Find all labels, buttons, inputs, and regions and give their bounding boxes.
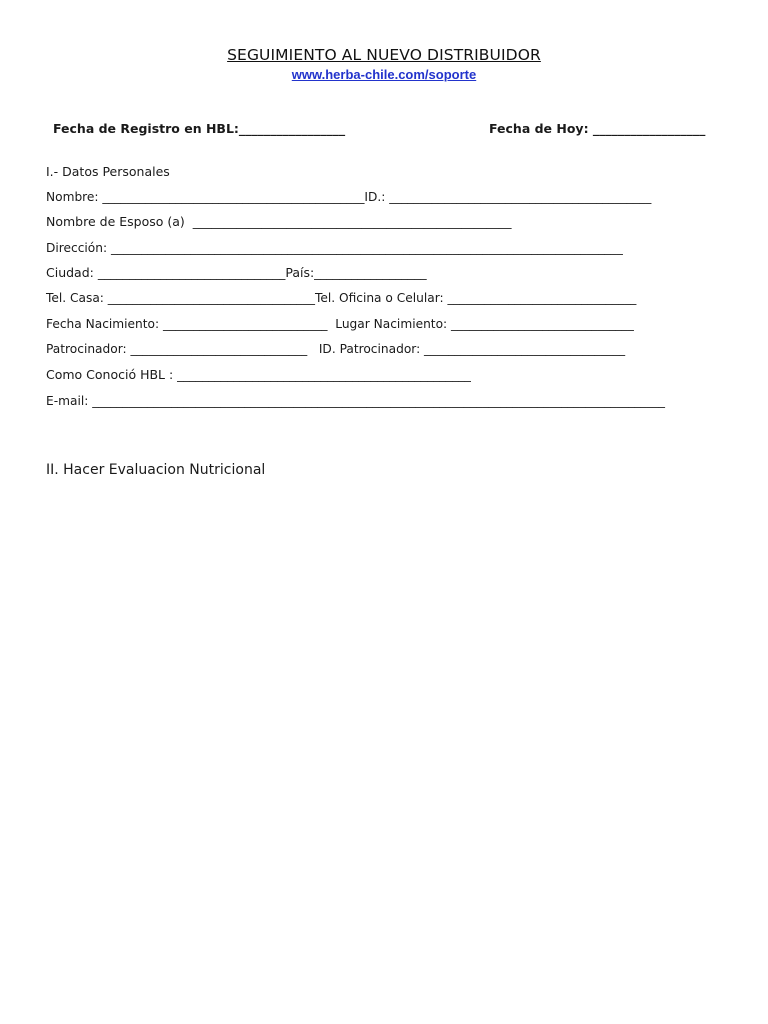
nombre-esposo-field[interactable]: Nombre de Esposo (a) ___________________________________________________ <box>46 214 512 229</box>
patrocinador-field[interactable]: Patrocinador: _____________________________ ID. Patrocinador: _________________________________ <box>46 342 626 356</box>
email-field[interactable]: E-mail: ______________________________________________________________________________________________ <box>46 394 666 408</box>
support-link[interactable]: www.herba-chile.com/soporte <box>291 67 477 82</box>
telefono-field[interactable]: Tel. Casa: __________________________________Tel. Oficina o Celular: _______________________________ <box>46 291 637 305</box>
nacimiento-field[interactable]: Fecha Nacimiento: ___________________________ Lugar Nacimiento: ______________________________ <box>46 317 634 331</box>
fecha-registro-field[interactable]: Fecha de Registro en HBL:_________________ <box>53 121 346 136</box>
section-datos-personales-heading: I.- Datos Personales <box>46 164 170 179</box>
fecha-hoy-field[interactable]: Fecha de Hoy: __________________ <box>489 121 706 136</box>
section-evaluacion-nutricional-heading: II. Hacer Evaluacion Nutricional <box>46 462 266 478</box>
direccion-field[interactable]: Dirección: ____________________________________________________________________________________ <box>46 241 623 255</box>
ciudad-pais-field[interactable]: Ciudad: ______________________________País:__________________ <box>46 265 427 280</box>
nombre-id-field[interactable]: Nombre: ___________________________________________ID.: ___________________________________________ <box>46 190 652 204</box>
document-title: SEGUIMIENTO AL NUEVO DISTRIBUIDOR <box>227 46 541 64</box>
como-conocio-field[interactable]: Como Conoció HBL : _______________________________________________ <box>46 367 471 382</box>
